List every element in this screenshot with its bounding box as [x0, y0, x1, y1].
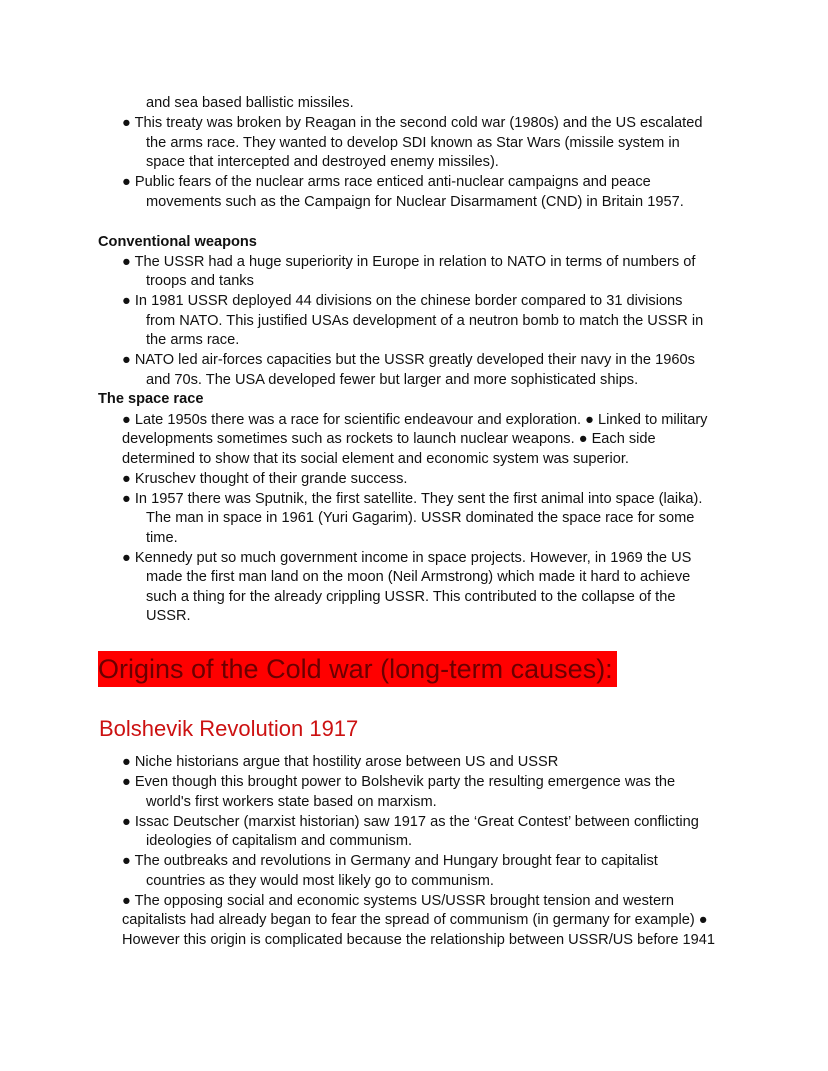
- bullet-item: ● In 1957 there was Sputnik, the first satellite. They sent the first animal into space (laika).: [122, 491, 703, 507]
- paragraph-line: ● The opposing social and economic systems US/USSR brought tension and western: [122, 893, 675, 909]
- text-line: the arms race. They wanted to develop SDI known as Star Wars (missile system in: [146, 135, 680, 151]
- bullet-item: ● Niche historians argue that hostility arose between US and USSR: [122, 754, 559, 770]
- text-line: troops and tanks: [146, 273, 254, 289]
- text-line: and 70s. The USA developed fewer but larger and more sophisticated ships.: [146, 372, 639, 388]
- paragraph-line: capitalists had already began to fear the spread of communism (in germany for example) ●: [122, 912, 708, 928]
- text-line: ideologies of capitalism and communism.: [146, 833, 413, 849]
- text-line: The man in space in 1961 (Yuri Gagarim). USSR dominated the space race for some: [146, 510, 695, 526]
- paragraph-line: developments sometimes such as rockets to launch nuclear weapons. ● Each side: [122, 431, 656, 447]
- bullet-item: ● In 1981 USSR deployed 44 divisions on the chinese border compared to 31 divisions: [122, 293, 683, 309]
- section-heading-conventional: Conventional weapons: [98, 234, 257, 250]
- bullet-item: ● The outbreaks and revolutions in Germany and Hungary brought fear to capitalist: [122, 853, 658, 869]
- bullet-item: ● This treaty was broken by Reagan in the second cold war (1980s) and the US escalated: [122, 115, 703, 131]
- text-line: made the first man land on the moon (Neil Armstrong) which made it hard to achieve: [146, 569, 691, 585]
- bullet-item: ● NATO led air-forces capacities but the USSR greatly developed their navy in the 1960s: [122, 352, 695, 368]
- bullet-item: ● Kruschev thought of their grande success.: [122, 471, 408, 487]
- text-line: world's first workers state based on marxism.: [146, 794, 437, 810]
- text-line: countries as they would most likely go to communism.: [146, 873, 494, 889]
- text-line: time.: [146, 530, 178, 546]
- text-line: and sea based ballistic missiles.: [146, 95, 354, 111]
- text-line: USSR.: [146, 608, 191, 624]
- bullet-item: ● Kennedy put so much government income in space projects. However, in 1969 the US: [122, 550, 692, 566]
- bullet-item: ● Even though this brought power to Bolshevik party the resulting emergence was the: [122, 774, 676, 790]
- section-heading-space-race: The space race: [98, 391, 204, 407]
- text-line: space that intercepted and destroyed enemy missiles).: [146, 154, 499, 170]
- subtitle-bolshevik: Bolshevik Revolution 1917: [99, 716, 359, 741]
- text-line: from NATO. This justified USAs development of a neutron bomb to match the USSR in: [146, 313, 704, 329]
- page-title-origins: Origins of the Cold war (long-term causes):: [98, 651, 617, 687]
- bullet-item: ● Public fears of the nuclear arms race enticed anti-nuclear campaigns and peace: [122, 174, 651, 190]
- paragraph-line: determined to show that its social element and economic system was superior.: [122, 451, 629, 467]
- text-line: movements such as the Campaign for Nuclear Disarmament (CND) in Britain 1957.: [146, 194, 684, 210]
- text-line: the arms race.: [146, 332, 240, 348]
- paragraph-line: However this origin is complicated because the relationship between USSR/US before 1941: [122, 932, 715, 948]
- bullet-item: ● Issac Deutscher (marxist historian) saw 1917 as the ‘Great Contest’ between conflicting: [122, 814, 699, 830]
- paragraph-line: ● Late 1950s there was a race for scientific endeavour and exploration. ● Linked to military: [122, 412, 708, 428]
- bullet-item: ● The USSR had a huge superiority in Europe in relation to NATO in terms of numbers of: [122, 254, 696, 270]
- text-line: such a thing for the already crippling USSR. This contributed to the collapse of the: [146, 589, 676, 605]
